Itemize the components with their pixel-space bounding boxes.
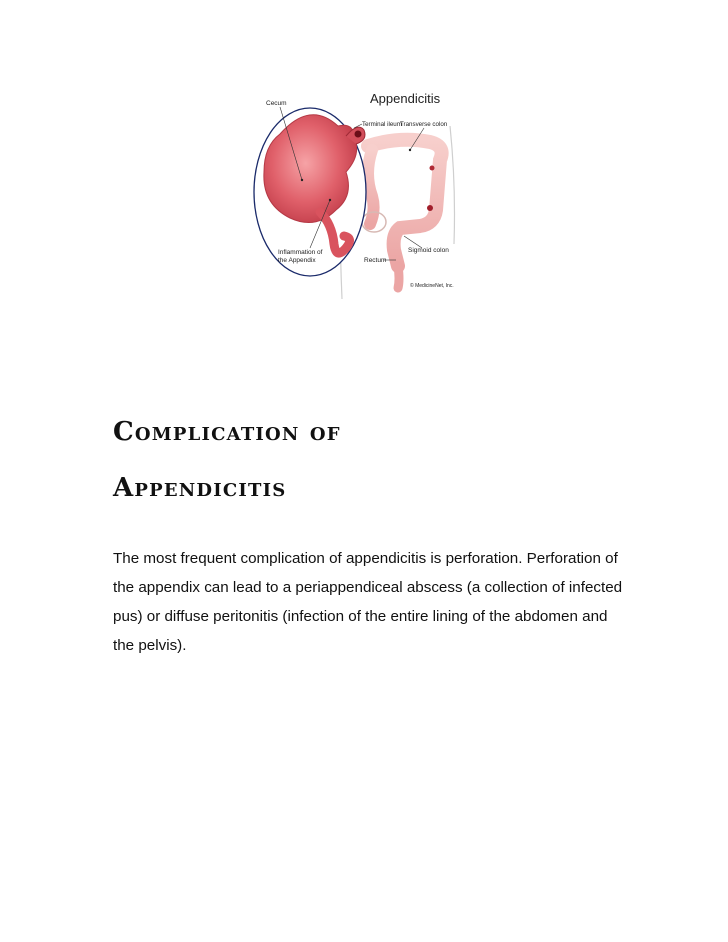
rectum-shape xyxy=(398,266,399,288)
colon-spot xyxy=(427,205,433,211)
copyright-notice: © MedicineNet, Inc. xyxy=(410,283,454,289)
label-transverse-colon: Transverse colon xyxy=(400,121,448,128)
label-rectum: Rectum xyxy=(364,257,387,264)
label-sigmoid-colon: Sigmoid colon xyxy=(408,247,449,254)
heading-line-1: Complication of xyxy=(113,417,341,447)
leader-dot-transverse-colon xyxy=(409,149,411,151)
body-paragraph: The most frequent complication of appendicitis is perforation. Perforation of the appendix can lead to a periappendiceal abscess (a collection of infected pus) or diffuse peritonitis (infection of the entire lining of the abdomen and the pelvis). xyxy=(113,550,623,654)
label-terminal-ileum: Terminal ileum xyxy=(362,121,402,128)
appendicitis-illustration xyxy=(250,84,480,306)
heading-line-2: Appendicitis xyxy=(113,473,287,503)
label-inflammation-line2: the Appendix xyxy=(278,257,316,264)
appendicitis-diagram xyxy=(250,84,480,306)
label-cecum: Cecum xyxy=(266,100,287,107)
leader-dot-inflammation xyxy=(329,199,331,201)
figure-title: Appendicitis xyxy=(370,91,441,106)
ileum-opening xyxy=(355,131,362,138)
leader-dot-cecum xyxy=(301,179,303,181)
label-inflammation-line1: Inflammation of xyxy=(278,249,323,256)
section-heading xyxy=(113,404,633,516)
colon-spot xyxy=(430,166,435,171)
